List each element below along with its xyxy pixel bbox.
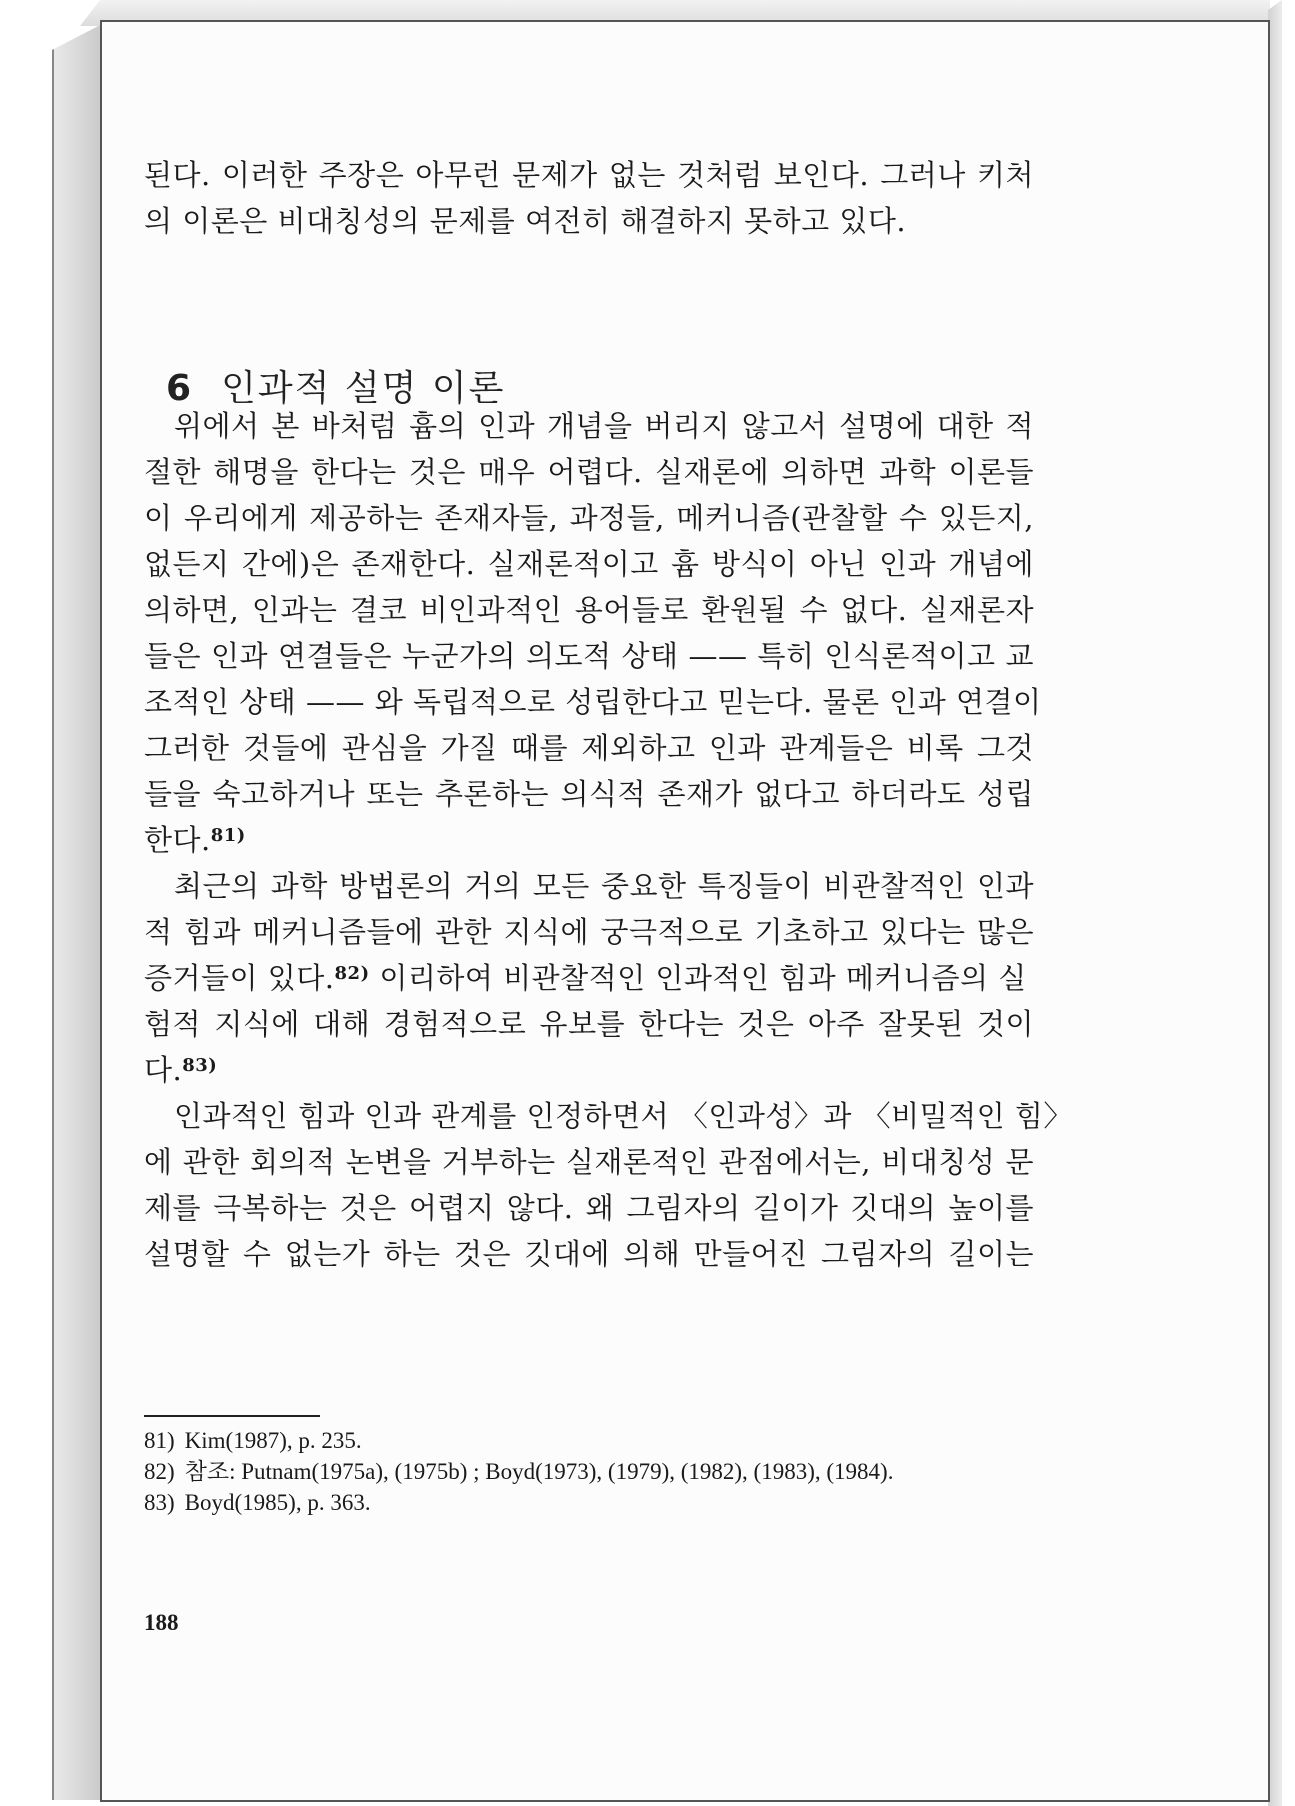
text-line: 최근의 과학 방법론의 거의 모든 중요한 특징들이 비관찰적인 인과 <box>174 869 1034 903</box>
text-line: 험적 지식에 대해 경험적으로 유보를 한다는 것은 아주 잘못된 것이 <box>144 1007 1034 1041</box>
footnote-text: Kim(1987), p. 235. <box>184 1428 362 1453</box>
section-number: 6 <box>166 368 194 409</box>
text-line: 제를 극복하는 것은 어렵지 않다. 왜 그림자의 길이가 깃대의 높이를 <box>144 1191 1034 1225</box>
text-line: 의하면, 인과는 결코 비인과적인 용어들로 환원될 수 없다. 실재론자 <box>144 593 1034 627</box>
text-line: 된다. 이러한 주장은 아무런 문제가 없는 것처럼 보인다. 그러나 키처 <box>144 158 1034 192</box>
footnote <box>144 1425 1044 1456</box>
page-number: 188 <box>144 1610 179 1635</box>
footnote-text: Boyd(1985), p. 363. <box>184 1490 371 1515</box>
paragraph-1 <box>144 403 1042 863</box>
book-right-edge <box>1268 0 1282 1806</box>
intro-paragraph <box>144 152 1034 244</box>
footnote-number: 82) <box>144 1459 175 1484</box>
text-line <box>144 955 1034 1001</box>
text-line: 이 우리에게 제공하는 존재자들, 과정들, 메커니즘(관찰할 수 있든지, <box>144 501 1034 535</box>
text-line: 적 힘과 메커니즘들에 관한 지식에 궁극적으로 기초하고 있다는 많은 <box>144 915 1034 949</box>
paragraph-3 <box>144 1093 1073 1277</box>
text-line <box>144 817 1034 863</box>
footnote-divider <box>144 1415 320 1417</box>
footnote-reference: 82) <box>334 963 370 984</box>
footnote-number: 81) <box>144 1428 175 1453</box>
footnote-text: 참조: Putnam(1975a), (1975b) ; Boyd(1973), (1979), (1982), (1983), (1984). <box>184 1459 894 1484</box>
footnote-reference: 81) <box>210 825 246 846</box>
text-line: 그러한 것들에 관심을 가질 때를 제외하고 인과 관계들은 비록 그것 <box>144 731 1034 765</box>
footnote-reference: 83) <box>182 1055 218 1076</box>
text-fragment: 다. <box>144 1053 183 1087</box>
footnote <box>144 1487 1044 1518</box>
text-line: 인과적인 힘과 인과 관계를 인정하면서 〈인과성〉과 〈비밀적인 힘〉 <box>174 1099 1073 1133</box>
text-line <box>144 1047 1034 1093</box>
book-spine-edge <box>52 22 106 1800</box>
text-line: 절한 해명을 한다는 것은 매우 어렵다. 실재론에 의하면 과학 이론들 <box>144 455 1034 489</box>
text-line: 에 관한 회의적 논변을 거부하는 실재론적인 관점에서는, 비대칭성 문 <box>144 1145 1034 1179</box>
text-fragment: 한다. <box>144 823 211 857</box>
text-line: 없든지 간에)은 존재한다. 실재론적이고 흄 방식이 아닌 인과 개념에 <box>144 547 1034 581</box>
text-fragment: 이리하여 비관찰적인 인과적인 힘과 메커니즘의 실 <box>369 961 1027 995</box>
footnote-number: 83) <box>144 1490 175 1515</box>
text-line: 의 이론은 비대칭성의 문제를 여전히 해결하지 못하고 있다. <box>144 204 907 238</box>
text-line: 들은 인과 연결들은 누군가의 의도적 상태 —— 특히 인식론적이고 교 <box>144 639 1034 673</box>
text-fragment: 증거들이 있다. <box>144 961 335 995</box>
footnote <box>144 1456 1044 1487</box>
text-line: 설명할 수 없는가 하는 것은 깃대에 의해 만들어진 그림자의 길이는 <box>144 1237 1034 1271</box>
paragraph-2 <box>144 863 1034 1093</box>
footnotes <box>144 1425 1044 1518</box>
text-line: 위에서 본 바처럼 흄의 인과 개념을 버리지 않고서 설명에 대한 적 <box>174 409 1034 443</box>
section-title: 인과적 설명 이론 <box>221 368 506 409</box>
text-line: 조적인 상태 —— 와 독립적으로 성립한다고 믿는다. 물론 인과 연결이 <box>144 685 1042 719</box>
text-line: 들을 숙고하거나 또는 추론하는 의식적 존재가 없다고 하더라도 성립 <box>144 777 1034 811</box>
